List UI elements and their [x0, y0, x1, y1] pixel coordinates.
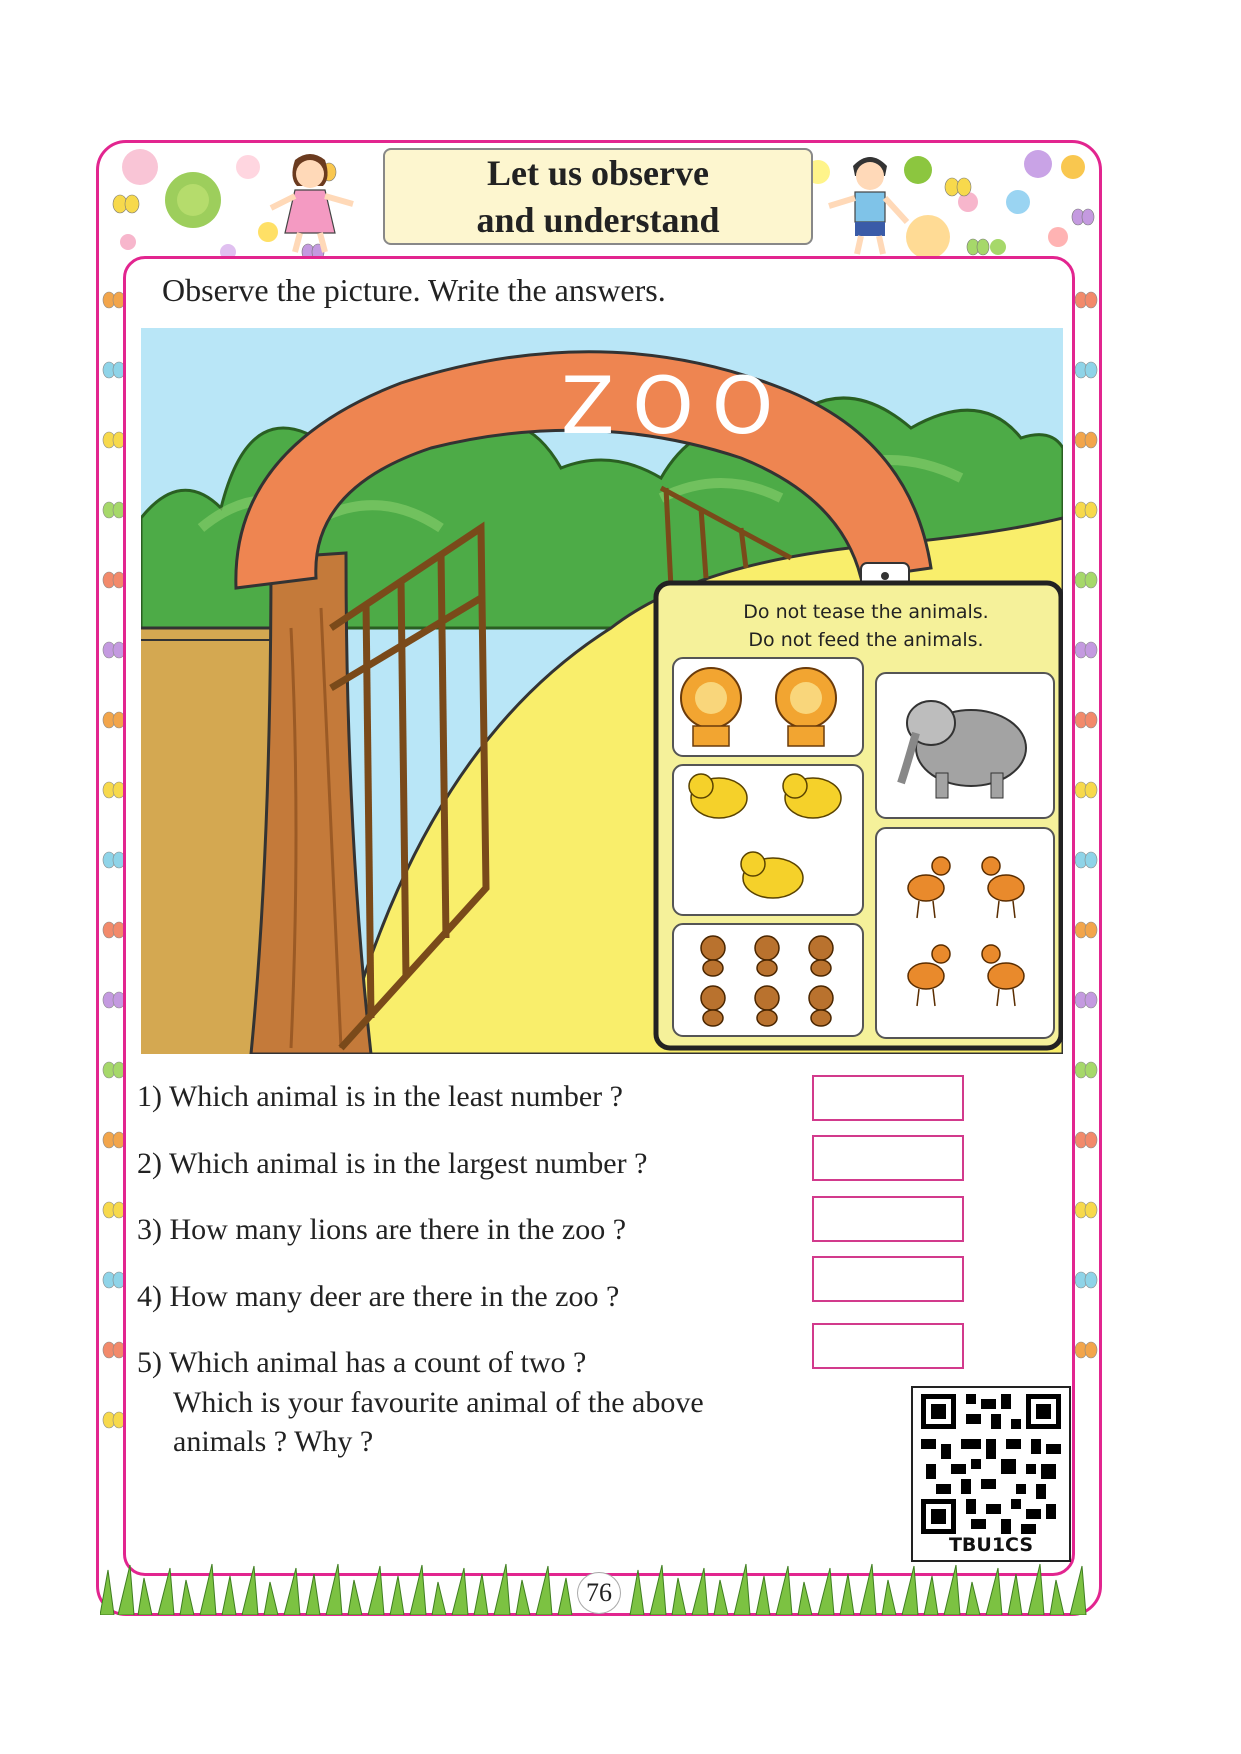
zoo-arch-text: ZOO [561, 362, 792, 452]
answer-box-1[interactable] [812, 1075, 964, 1121]
right-butterfly-border [1072, 260, 1100, 1560]
answer-box-5[interactable] [812, 1323, 964, 1369]
monkey-icon [809, 986, 833, 1026]
section-title-banner [383, 148, 813, 245]
instruction-text: Observe the picture. Write the answers. [162, 272, 666, 308]
followup-line-2: animals ? Why ? [173, 1425, 374, 1458]
qr-code-icon [921, 1394, 1061, 1534]
qr-code-box[interactable] [911, 1386, 1071, 1562]
question-3: 3) How many lions are there in the zoo ? [137, 1213, 627, 1246]
zoo-scene-illustration [141, 328, 1063, 1054]
monkey-icon [755, 936, 779, 976]
section-title-line-1: Let us observe [487, 153, 709, 193]
monkey-icon [809, 936, 833, 976]
boy-illustration-icon [825, 148, 915, 258]
qr-code-label: TBU1CS [948, 1534, 1034, 1556]
followup-line-1: Which is your favourite animal of the above [173, 1386, 704, 1419]
ground-left [141, 628, 271, 1054]
sign-line-2: Do not feed the animals. [748, 629, 984, 651]
question-1: 1) Which animal is in the least number ? [137, 1080, 623, 1113]
question-4: 4) How many deer are there in the zoo ? [137, 1280, 620, 1313]
page-number: 76 [577, 1572, 621, 1614]
sign-line-1: Do not tease the animals. [743, 601, 989, 623]
answer-box-3[interactable] [812, 1196, 964, 1242]
answer-box-2[interactable] [812, 1135, 964, 1181]
notice-board [656, 583, 1061, 1048]
monkey-icon [701, 986, 725, 1026]
section-title-line-2: and understand [476, 200, 720, 240]
monkey-icon [701, 936, 725, 976]
answer-box-4[interactable] [812, 1256, 964, 1302]
girl-illustration-icon [265, 148, 355, 258]
monkey-icon [755, 986, 779, 1026]
question-5: 5) Which animal has a count of two ? [137, 1346, 587, 1379]
question-2: 2) Which animal is in the largest number ? [137, 1147, 648, 1180]
